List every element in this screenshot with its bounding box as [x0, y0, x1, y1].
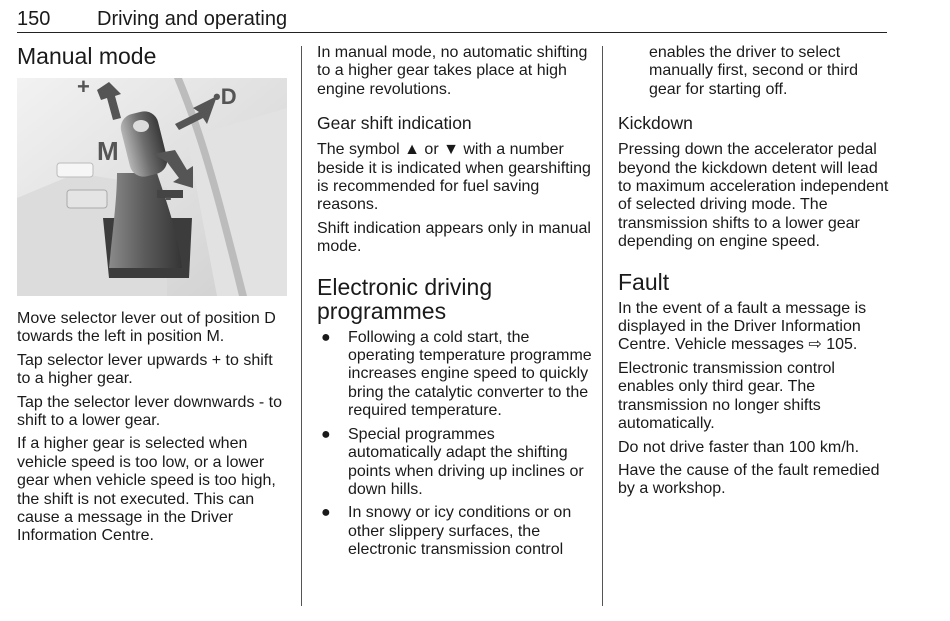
- minus-label: -: [165, 187, 172, 209]
- paragraph-workshop: Have the cause of the fault remedied by a workshop.: [618, 461, 880, 498]
- programmes-list: [317, 329, 592, 560]
- column-divider-1: [301, 46, 302, 606]
- column-1: [17, 44, 289, 551]
- paragraph-tap-up: Tap selector lever upwards + to shift to a higher gear.: [17, 351, 273, 388]
- list-item: [317, 329, 592, 421]
- paragraph-fault-message: [618, 300, 890, 355]
- paragraph-tap-down: Tap the selector lever downwards - to shift to a lower gear.: [17, 393, 283, 430]
- plus-label: +: [77, 78, 90, 99]
- column-2: [317, 44, 592, 565]
- page-number: 150: [17, 8, 51, 30]
- bullet-icon: ●: [321, 328, 331, 346]
- bullet-text: Special programmes automatically adapt the shifting points when driving up inclines or down hills.: [348, 425, 584, 498]
- paragraph-manual-no-upshift: In manual mode, no automatic shifting to a higher gear takes place at high engine revolutions.: [317, 44, 588, 98]
- paragraph-shift-indication: Shift indication appears only in manual mode.: [317, 219, 591, 256]
- column-divider-2: [602, 46, 603, 606]
- bullet-text: In snowy or icy conditions or on other slippery surfaces, the electronic transmission control: [348, 504, 572, 559]
- electronic-driving-programmes-title: Electronic driving programmes: [317, 273, 493, 324]
- page-reference-arrow-icon: ⇨: [808, 336, 822, 354]
- m-label: M: [97, 136, 119, 166]
- bullet-text: Following a cold start, the operating temperature programme increases engine speed to quickly bring the catalytic converter to the required temperature.: [348, 328, 592, 420]
- fault-message-text: In the event of a fault a message is displayed in the Driver Information Centre. Vehicle messages: [618, 299, 867, 354]
- selector-lever-illustration: [17, 78, 287, 296]
- paragraph-kickdown: Pressing down the accelerator pedal beyond the kickdown detent will lead to maximum acceleration independent of selected driving mode. The transmission shifts to a lower gear depending on engine speed.: [618, 141, 889, 251]
- manual-mode-title: Manual mode: [17, 43, 157, 69]
- list-item: [317, 504, 592, 559]
- d-label: •D: [213, 84, 237, 109]
- paragraph-speed-limit: Do not drive faster than 100 km/h.: [618, 438, 860, 456]
- gear-lever-image: [17, 78, 287, 296]
- bullet-icon: ●: [321, 504, 331, 522]
- page-reference-link[interactable]: 105.: [826, 336, 858, 354]
- list-item: [317, 426, 592, 500]
- paragraph-move-lever: Move selector lever out of position D towards the left in position M.: [17, 310, 276, 346]
- paragraph-shift-not-executed: If a higher gear is selected when vehicle speed is too low, or a lower gear when vehicle speed is too high, the shift is not executed. This can cause a message in the Driver Information Centre.: [17, 435, 276, 545]
- kickdown-heading: Kickdown: [618, 113, 693, 134]
- section-title: Driving and operating: [97, 8, 288, 30]
- fault-title: Fault: [618, 268, 670, 295]
- column-3: [618, 44, 890, 504]
- gear-shift-indication-heading: Gear shift indication: [317, 113, 472, 134]
- paragraph-third-gear-only: Electronic transmission control enables only third gear. The transmission no longer shifts automatically.: [618, 359, 835, 433]
- paragraph-continuation: enables the driver to select manually first, second or third gear for starting off.: [649, 44, 858, 98]
- paragraph-gear-symbol: The symbol ▲ or ▼ with a number beside it is indicated when gearshifting is recommended for fuel saving reasons.: [317, 141, 591, 214]
- bullet-icon: ●: [321, 425, 331, 443]
- page-header: [17, 7, 887, 33]
